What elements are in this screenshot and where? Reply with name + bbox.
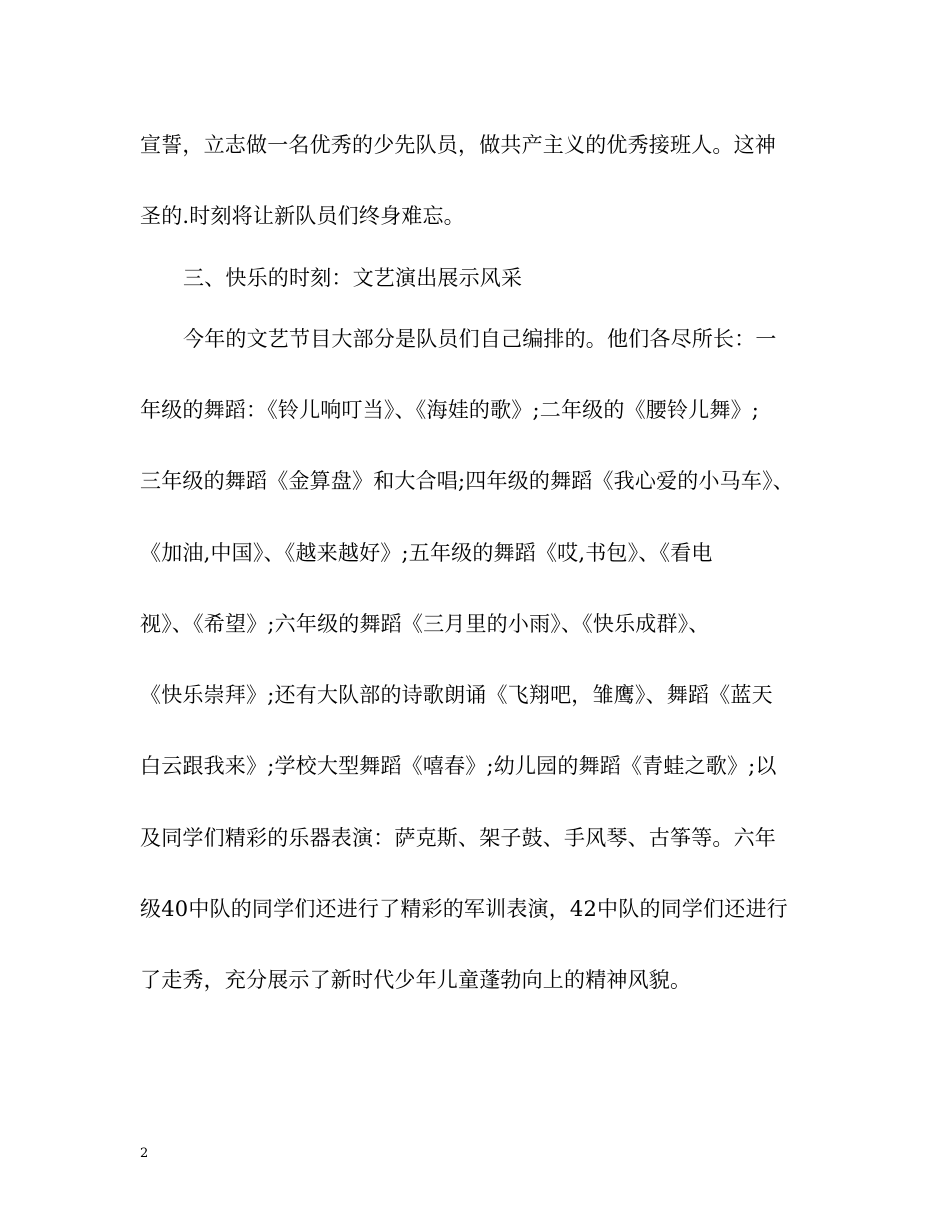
text-line-10: 白云跟我来》;学校大型舞蹈《嘻春》;幼儿园的舞蹈《青蛙之歌》;以 — [140, 754, 777, 778]
text-line-1: 宣誓，立志做一名优秀的少先队员，做共产主义的优秀接班人。这神 — [140, 133, 776, 157]
text-line-11: 及同学们精彩的乐器表演：萨克斯、架子鼓、手风琴、古筝等。六年 — [140, 826, 776, 850]
page-number: 2 — [140, 1146, 149, 1161]
text-line-13: 了走秀，充分展示了新时代少年儿童蓬勃向上的精神风貌。 — [140, 968, 692, 992]
text-line-7: 《加油,中国》、《越来越好》;五年级的舞蹈《哎,书包》、《看电 — [140, 541, 713, 565]
text-line-12: 级40中队的同学们还进行了精彩的军训表演，42中队的同学们还进行 — [140, 897, 788, 921]
text-line-6: 三年级的舞蹈《金算盘》和大合唱;四年级的舞蹈《我心爱的小马车》、 — [140, 469, 794, 493]
paragraph-first-line: 今年的文艺节目大部分是队员们自己编排的。他们各尽所长：一 — [183, 327, 777, 351]
text-line-9: 《快乐崇拜》;还有大队部的诗歌朗诵《飞翔吧，雏鹰》、舞蹈《蓝天 — [140, 683, 773, 707]
text-line-5: 年级的舞蹈：《铃儿响叮当》、《海娃的歌》;二年级的《腰铃儿舞》; — [140, 398, 760, 422]
text-line-2: 圣的.时刻将让新队员们终身难忘。 — [140, 204, 465, 228]
section-heading: 三、快乐的时刻：文艺演出展示风采 — [183, 266, 523, 290]
text-line-8: 视》、《希望》;六年级的舞蹈《三月里的小雨》、《快乐成群》、 — [140, 612, 710, 636]
